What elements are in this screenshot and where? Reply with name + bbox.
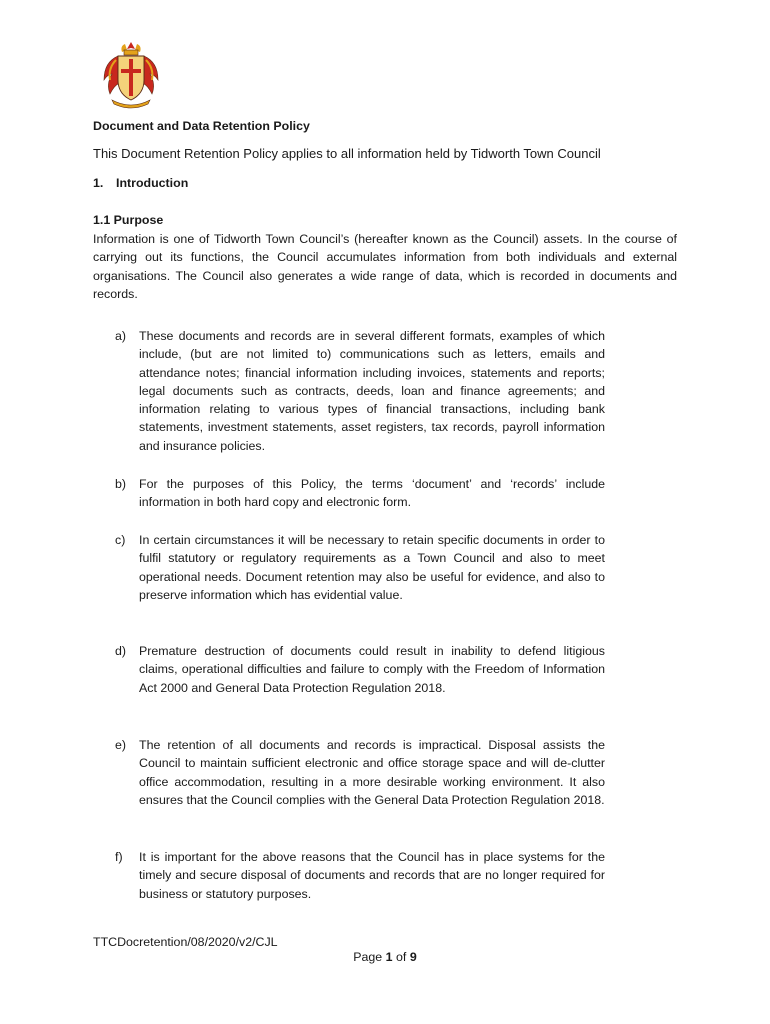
list-item <box>115 642 605 697</box>
document-title: Document and Data Retention Policy <box>93 119 310 133</box>
list-item-label: d) <box>115 644 127 658</box>
page-total: 9 <box>409 950 417 964</box>
intro-paragraph: Information is one of Tidworth Town Council’s (hereafter known as the Council) assets. In the course of carrying out its functions, the Council accumulates information from both individuals and external organisations. The Council also generates a wide range of data, which is recorded in documents and records. <box>93 232 677 301</box>
list-item-label: a) <box>115 329 127 343</box>
section-number: 1. <box>93 176 104 190</box>
list-item-text: For the purposes of this Policy, the terms ‘document’ and ‘records’ include information in both hard copy and electronic form. <box>139 477 605 510</box>
list-item-text: It is important for the above reasons that the Council has in place systems for the timely and secure disposal of documents and records that are no longer required for business or statutory purposes. <box>139 850 605 901</box>
list-item-label: b) <box>115 477 127 491</box>
list-item-label: f) <box>115 850 123 864</box>
page-number <box>0 948 770 966</box>
list-item-label: c) <box>115 533 126 547</box>
list-item <box>115 475 605 512</box>
page-prefix: Page <box>353 950 383 964</box>
list-item-text: Premature destruction of documents could result in inability to defend litigious claims, operational difficulties and failure to comply with the Freedom of Information Act 2000 and General Data Protection Regulation 2018. <box>139 644 605 695</box>
applies-statement: This Document Retention Policy applies to all information held by Tidworth Town Council <box>93 146 601 161</box>
list-item <box>115 327 605 455</box>
list-item <box>115 531 605 604</box>
list-item-label: e) <box>115 738 127 752</box>
section-title: Introduction <box>116 176 189 190</box>
section-heading <box>93 174 188 192</box>
page-current: 1 <box>385 950 393 964</box>
list-item-text: These documents and records are in several different formats, examples of which include, (but are not limited to) communications such as letters, emails and attendance notes; financial information including invoices, statements and reports; legal documents such as contracts, deeds, loan and finance agreements; and information relating to various types of financial transactions, including bank statements, investment statements, asset registers, tax records, payroll information and insurance policies. <box>139 329 605 453</box>
page-of: of <box>396 950 407 964</box>
list-item <box>115 848 605 903</box>
subsection-heading: 1.1 Purpose <box>93 213 164 227</box>
footer-reference: TTCDocretention/08/2020/v2/CJL <box>93 935 278 949</box>
list-item-text: The retention of all documents and records is impractical. Disposal assists the Council to maintain sufficient electronic and office storage space and will de-clutter office accommodation, resulting in a more desirable working environment. It also ensures that the Council complies with the General Data Protection Regulation 2018. <box>139 738 605 807</box>
list-item <box>115 736 605 809</box>
council-crest-icon <box>98 40 164 112</box>
list-item-text: In certain circumstances it will be necessary to retain specific documents in order to fulfil statutory or regulatory requirements as a Town Council and also to meet operational needs. Document retention may also be useful for evidence, and also to preserve information which has evidential value. <box>139 533 605 602</box>
